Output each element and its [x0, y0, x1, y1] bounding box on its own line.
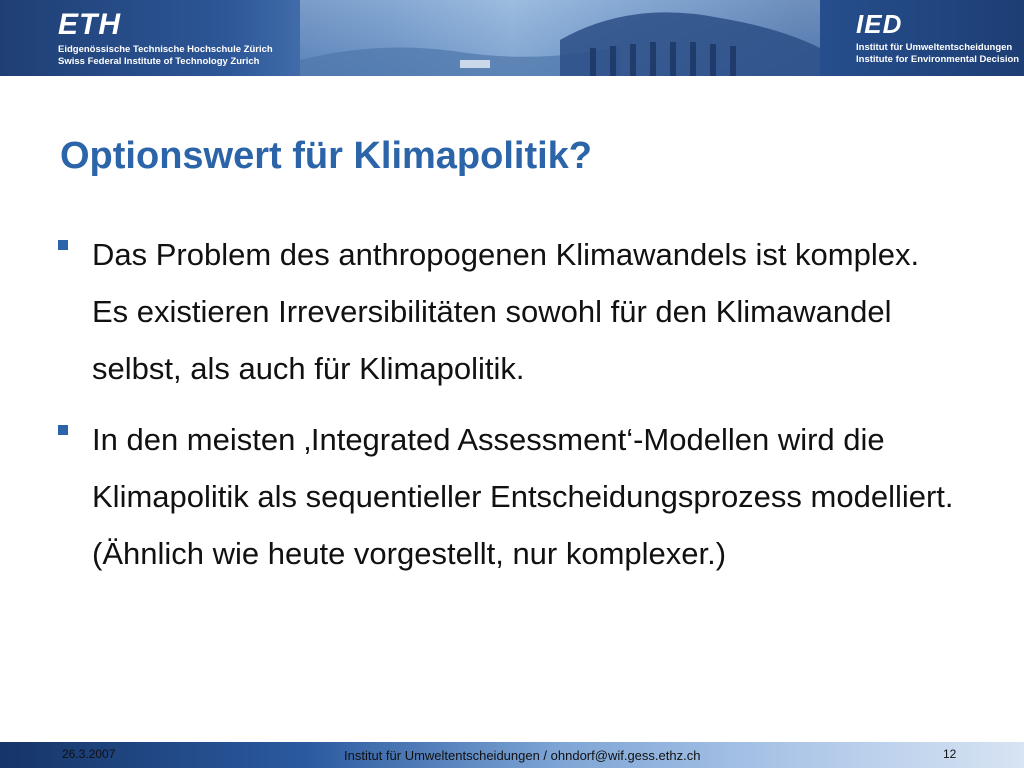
ied-name-en: Institute for Environmental Decision: [856, 54, 1020, 65]
footer-bar: [0, 742, 1024, 768]
header-banner: [0, 0, 1024, 76]
bullet-item: [56, 411, 956, 582]
bullet-text: Das Problem des anthropogenen Klimawandels ist komplex. Es existieren Irreversibilitäten sowohl für den Klimawandel selbst, als auch für Klimapolitik.: [92, 237, 920, 386]
slide-title: Optionswert für Klimapolitik?: [60, 135, 593, 177]
building-photo: [300, 0, 820, 76]
page-number: 12: [943, 747, 957, 761]
ied-name-de: Institut für Umweltentscheidungen: [856, 42, 1013, 53]
footer-institute: Institut für Umweltentscheidungen / ohndorf@wif.gess.ethz.ch: [344, 748, 701, 763]
bullet-list: [56, 226, 956, 596]
eth-branding: [58, 10, 273, 68]
square-bullet-icon: [58, 425, 68, 435]
ied-branding: [856, 10, 1019, 66]
square-bullet-icon: [58, 240, 68, 250]
bullet-item: [56, 226, 956, 397]
eth-name-de: Eidgenössische Technische Hochschule Zürich: [58, 44, 273, 55]
ied-logo: IED: [856, 9, 903, 39]
eth-logo: ETH: [58, 8, 121, 41]
footer-date: 26.3.2007: [62, 747, 116, 761]
bullet-text: In den meisten ‚Integrated Assessment‘-Modellen wird die Klimapolitik als sequentieller Entscheidungsprozess modelliert. (Ähnlich wie heute vorgestellt, nur komplexer.): [92, 422, 954, 571]
eth-name-en: Swiss Federal Institute of Technology Zurich: [58, 56, 260, 67]
